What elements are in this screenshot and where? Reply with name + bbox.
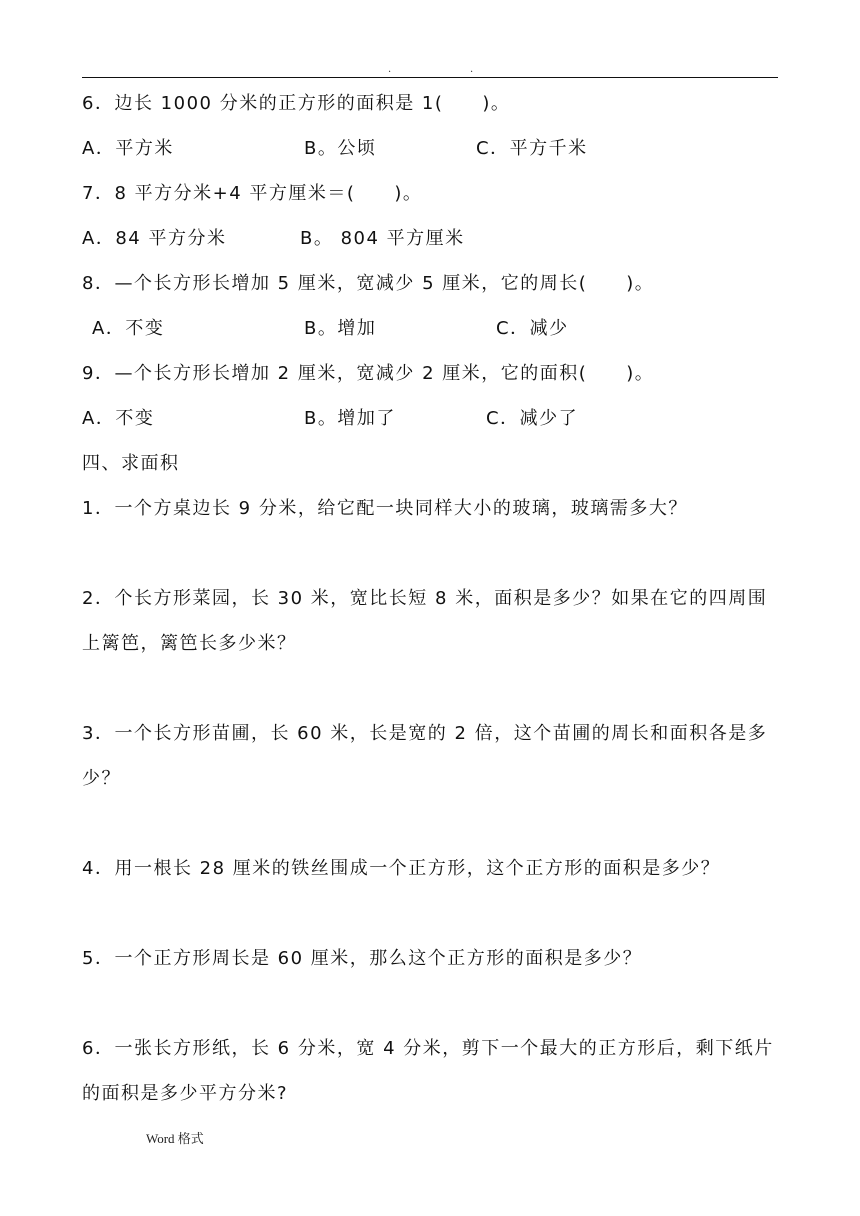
problem-2-line-1: 2．个长方形菜园，长 30 米，宽比长短 8 米，面积是多少？如果在它的四周围 xyxy=(82,588,768,609)
q8-stem: 8．—个长方形长增加 5 厘米，宽减少 5 厘米，它的周长( )。 xyxy=(82,273,655,294)
problem-6-line-2: 的面积是多少平方分米? xyxy=(82,1083,289,1104)
problem-3-line-1: 3．一个长方形苗圃，长 60 米，长是宽的 2 倍，这个苗圃的周长和面积各是多 xyxy=(82,723,768,744)
q9-option-a: A．不变 xyxy=(82,408,155,429)
problem-1: 1．一个方桌边长 9 分米，给它配一块同样大小的玻璃，玻璃需多大？ xyxy=(82,498,688,519)
header-dot-left: . xyxy=(388,64,392,75)
problem-4: 4．用一根长 28 厘米的铁丝围成一个正方形，这个正方形的面积是多少？ xyxy=(82,858,721,879)
q9-option-c: C．减少了 xyxy=(486,408,579,429)
footer-label: Word 格式 xyxy=(146,1131,204,1146)
q6-stem: 6．边长 1000 分米的正方形的面积是 1( )。 xyxy=(82,93,511,114)
problem-5: 5．一个正方形周长是 60 厘米，那么这个正方形的面积是多少？ xyxy=(82,948,643,969)
q7-option-b: B。 804 平方厘米 xyxy=(300,228,465,249)
q6-option-c: C．平方千米 xyxy=(476,138,588,159)
q8-option-a: A．不变 xyxy=(92,318,165,339)
section-4-title: 四、求面积 xyxy=(82,453,180,474)
problem-3-line-2: 少？ xyxy=(82,768,121,789)
q8-option-b: B。增加 xyxy=(304,318,377,339)
header-rule xyxy=(82,77,778,78)
q9-option-b: B。增加了 xyxy=(304,408,396,429)
q7-stem: 7．8 平方分米+4 平方厘米＝( )。 xyxy=(82,183,423,204)
q9-stem: 9．—个长方形长增加 2 厘米，宽减少 2 厘米，它的面积( )。 xyxy=(82,363,655,384)
problem-6-line-1: 6．一张长方形纸，长 6 分米，宽 4 分米，剪下一个最大的正方形后，剩下纸片 xyxy=(82,1038,774,1059)
problem-2-line-2: 上篱笆，篱笆长多少米？ xyxy=(82,633,297,654)
q6-option-b: B。公顷 xyxy=(304,138,377,159)
header-dot-right: . xyxy=(470,64,474,75)
q7-option-a: A．84 平方分米 xyxy=(82,228,227,249)
q8-option-c: C．减少 xyxy=(496,318,569,339)
q6-option-a: A．平方米 xyxy=(82,138,174,159)
